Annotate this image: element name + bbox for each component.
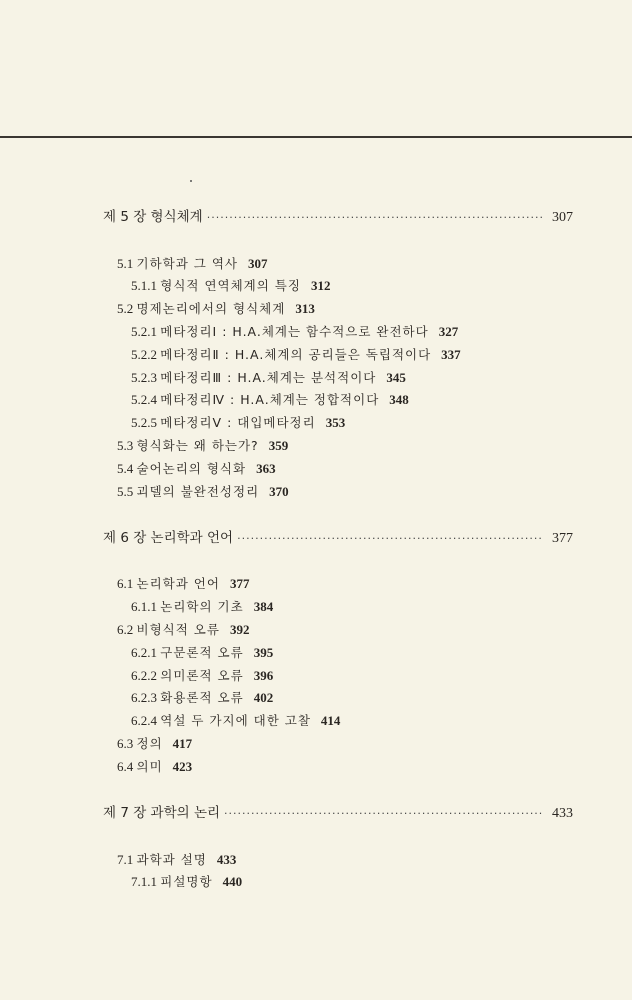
section-number: 5.2.3 [131,369,157,385]
section-page: 384 [253,599,274,615]
section-page: 307 [247,255,268,271]
section-number: 5.2.2 [131,346,157,362]
section-page: 363 [256,460,276,476]
section-page: 370 [269,483,289,499]
section-number: 5.2 [117,301,134,317]
toc-entry [103,389,573,412]
section-title: 메타정리Ⅰ : H.A.체계는 함수적으로 완전하다 [160,323,429,339]
section-title: 괴델의 불완전성정리 [136,483,260,499]
section-page: 327 [438,323,459,339]
section-page: 313 [295,301,315,317]
section-title: 술어논리의 형식화 [136,460,247,476]
section-title: 의미 [136,758,163,774]
section-page: 414 [320,713,341,729]
toc-entry [103,642,573,665]
section-page: 402 [253,690,274,706]
toc-entry [103,871,573,894]
section-number: 6.2.2 [131,667,157,683]
section-number: 6.3 [117,735,134,751]
toc-entry [103,665,573,688]
section-number: 5.2.5 [131,415,157,431]
section-number: 6.4 [117,758,134,774]
section-title: 피설명항 [160,874,213,890]
section-number: 7.1 [117,851,134,867]
section-page: 353 [325,415,346,431]
section-page: 440 [222,874,243,890]
section-number: 6.1.1 [131,599,157,615]
toc-entry [103,687,573,710]
toc-entry [103,710,573,733]
section-title: 화용론적 오류 [160,690,244,706]
section-title: 형식적 연역체계의 특징 [160,278,301,294]
toc-entry [103,596,573,619]
section-list [103,253,573,504]
chapter-title: 제 7 장 과학의 논리 [103,804,221,821]
chapter-page: 377 [552,530,573,546]
toc-entry [103,573,573,596]
section-list [103,573,573,778]
toc-entry [103,481,573,504]
section-number: 7.1.1 [131,874,157,890]
section-page: 377 [229,576,250,592]
toc-entry [103,756,573,779]
toc-entry [103,412,573,435]
section-page: 395 [253,644,274,660]
chapter-heading [103,802,573,824]
section-page: 423 [172,758,193,774]
section-page: 337 [441,346,461,362]
section-title: 형식화는 왜 하는가? [136,437,259,453]
chapter-heading [103,527,573,549]
section-number: 5.4 [117,460,134,476]
section-title: 비형식적 오류 [136,621,220,637]
section-number: 5.3 [117,437,134,453]
section-number: 5.5 [117,483,134,499]
section-page: 396 [253,667,274,683]
section-title: 메타정리Ⅱ : H.A.체계의 공리들은 독립적이다 [160,346,432,362]
toc-entry [103,435,573,458]
section-title: 정의 [136,735,163,751]
leader-dots [237,528,544,550]
section-page: 392 [229,621,250,637]
section-title: 논리학의 기초 [160,599,244,615]
section-title: 명제논리에서의 형식체계 [136,301,286,317]
section-page: 359 [268,437,289,453]
section-page: 345 [386,369,406,385]
chapter-page: 433 [552,805,573,821]
leader-dots [224,803,544,825]
chapter-page: 307 [552,210,573,225]
chapter-heading [103,206,573,228]
section-number: 6.2 [117,621,134,637]
scan-speck [190,180,192,182]
section-title: 메타정리Ⅲ : H.A.체계는 분석적이다 [160,369,377,385]
section-page: 312 [310,278,331,294]
toc-entry [103,849,573,872]
section-number: 6.2.1 [131,644,157,660]
toc-entry [103,253,573,276]
toc-entry [103,275,573,298]
section-page: 433 [216,851,237,867]
leader-dots [207,207,544,229]
section-title: 메타정리Ⅴ : 대입메타정리 [160,415,316,431]
toc-entry [103,367,573,390]
section-number: 5.2.1 [131,323,157,339]
section-title: 기하학과 그 역사 [136,255,238,271]
toc-entry [103,619,573,642]
section-page: 417 [172,735,193,751]
section-title: 과학과 설명 [136,851,207,867]
toc-entry [103,458,573,481]
toc-entry [103,321,573,344]
section-number: 6.2.3 [131,690,157,706]
section-title: 의미론적 오류 [160,667,244,683]
section-number: 5.2.4 [131,392,157,408]
chapter-title: 제 6 장 논리학과 언어 [103,529,234,546]
toc-entry [103,344,573,367]
section-number: 6.1 [117,576,134,592]
header-rule [0,136,632,138]
section-title: 역설 두 가지에 대한 고찰 [160,713,311,729]
table-of-contents [103,206,573,917]
section-list [103,849,573,895]
section-title: 메타정리Ⅳ : H.A.체계는 정합적이다 [160,392,380,408]
section-number: 6.2.4 [131,713,157,729]
section-number: 5.1.1 [131,278,157,294]
section-title: 구문론적 오류 [160,644,244,660]
section-page: 348 [389,392,409,408]
chapter-title: 제 5 장 형식체계 [103,209,203,225]
section-title: 논리학과 언어 [136,576,220,592]
toc-entry [103,298,573,321]
section-number: 5.1 [117,255,134,271]
toc-entry [103,733,573,756]
